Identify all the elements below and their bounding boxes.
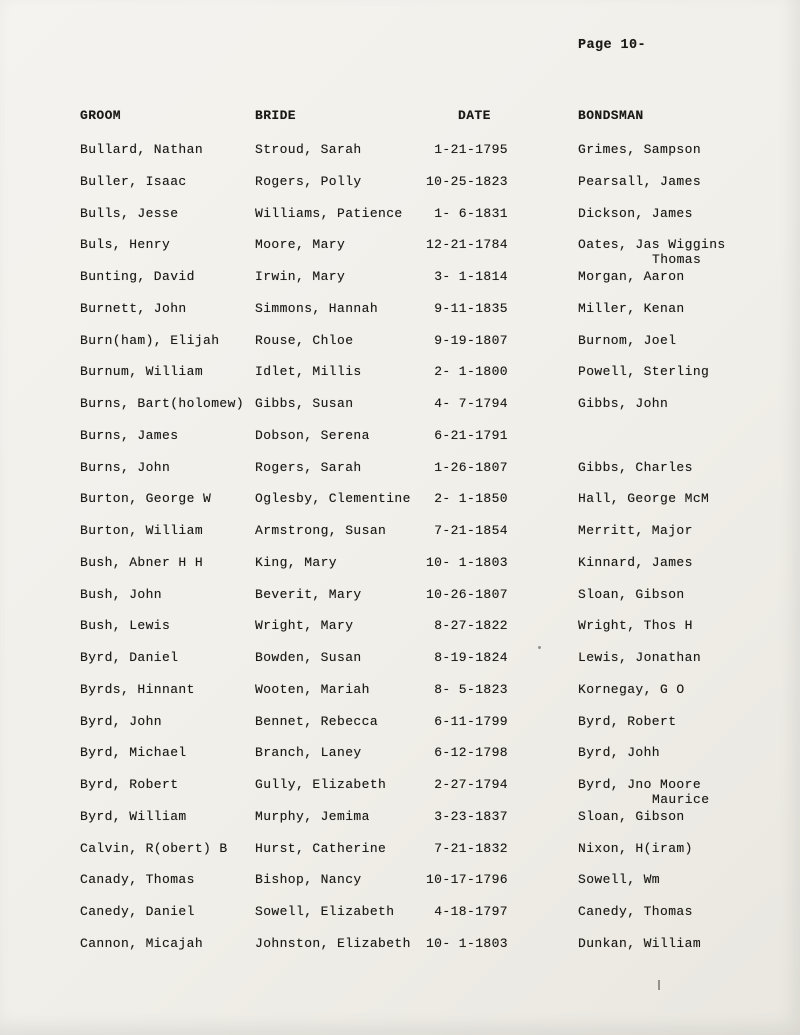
date-cell: 8-27-1822 xyxy=(434,618,508,634)
bride-cell: Bennet, Rebecca xyxy=(255,713,379,729)
bride-cell: Rogers, Sarah xyxy=(255,459,362,475)
groom-cell: Buls, Henry xyxy=(80,237,171,253)
bondsman-cell: Byrd, Robert xyxy=(578,713,677,729)
bride-cell: Branch, Laney xyxy=(255,745,362,761)
table-row xyxy=(0,587,800,619)
groom-cell: Byrd, John xyxy=(80,713,163,729)
bride-cell: Hurst, Catherine xyxy=(255,840,387,856)
date-cell: 2-27-1794 xyxy=(434,777,508,792)
date-cell: 6-12-1798 xyxy=(434,745,508,761)
bride-cell: Rogers, Polly xyxy=(255,173,362,189)
date-cell: 12-21-1784 xyxy=(425,237,508,253)
bondsman-cell: Burnom, Joel xyxy=(578,332,677,348)
date-cell: 4- 7-1794 xyxy=(434,396,508,411)
table-row xyxy=(0,174,800,206)
bride-cell: King, Mary xyxy=(255,554,338,570)
groom-cell: Byrd, William xyxy=(80,808,187,824)
bondsman-cell: Oates, Jas Wiggins xyxy=(578,237,726,253)
groom-cell: Cannon, Micajah xyxy=(80,935,204,951)
bondsman-cell: Gibbs, Charles xyxy=(578,459,693,475)
bondsman-cell: Dunkan, William xyxy=(578,935,702,951)
groom-cell: Calvin, R(obert) B xyxy=(80,840,228,856)
bride-cell: Wooten, Mariah xyxy=(255,681,370,697)
bondsman-cell: Canedy, Thomas xyxy=(578,904,693,919)
bride-cell: Rouse, Chloe xyxy=(255,332,354,348)
bride-cell: Stroud, Sarah xyxy=(255,142,362,157)
date-cell: 8-19-1824 xyxy=(434,650,508,665)
bride-cell: Moore, Mary xyxy=(255,237,346,253)
bondsman-cell: Kornegay, G O xyxy=(578,681,685,697)
groom-cell: Bullard, Nathan xyxy=(80,142,204,157)
bondsman-cell: Pearsall, James xyxy=(578,173,702,189)
groom-cell: Burns, James xyxy=(80,427,179,443)
bride-cell: Beverit, Mary xyxy=(255,586,362,602)
bondsman-cell: Sloan, Gibson xyxy=(578,808,685,824)
bride-cell: Bishop, Nancy xyxy=(255,872,362,888)
groom-cell: Burnum, William xyxy=(80,364,204,380)
groom-cell: Burns, John xyxy=(80,459,171,475)
groom-cell: Bush, John xyxy=(80,586,163,602)
bondsman-cell: Hall, George McM xyxy=(578,491,710,507)
bondsman-cell: Grimes, Sampson xyxy=(578,142,702,157)
bondsman-cell: Merritt, Major xyxy=(578,523,693,538)
bondsman-cell: Miller, Kenan xyxy=(578,300,685,316)
table-row xyxy=(0,841,800,873)
bride-cell: Idlet, Millis xyxy=(255,364,362,380)
bondsman-continuation-cell: Thomas xyxy=(652,252,702,268)
table-body xyxy=(0,142,800,968)
bondsman-cell: Wright, Thos H xyxy=(578,618,693,634)
groom-cell: Buller, Isaac xyxy=(80,173,187,189)
bondsman-cell: Morgan, Aaron xyxy=(578,269,685,284)
table-row xyxy=(0,301,800,333)
groom-cell: Bunting, David xyxy=(80,269,195,284)
table-row xyxy=(0,809,800,841)
groom-cell: Burton, George W xyxy=(80,491,212,507)
table-header-row xyxy=(0,108,800,140)
groom-cell: Bush, Abner H H xyxy=(80,554,204,570)
table-row xyxy=(0,237,800,269)
table-row xyxy=(0,396,800,428)
table-row xyxy=(0,714,800,746)
date-cell: 3- 1-1814 xyxy=(434,269,508,284)
date-cell: 6-21-1791 xyxy=(434,427,508,443)
date-cell: 10-17-1796 xyxy=(425,872,508,888)
page-number: Page 10- xyxy=(578,38,647,53)
table-row xyxy=(0,460,800,492)
groom-cell: Burn(ham), Elijah xyxy=(80,332,220,348)
table-row xyxy=(0,745,800,777)
date-cell: 9-19-1807 xyxy=(434,332,508,348)
table-row xyxy=(0,650,800,682)
date-cell: 1-26-1807 xyxy=(434,459,508,475)
date-cell: 10-26-1807 xyxy=(425,586,508,602)
table-row xyxy=(0,555,800,587)
bride-cell: Wright, Mary xyxy=(255,618,354,634)
scan-artifact-mark xyxy=(658,980,660,990)
bondsman-cell: Powell, Sterling xyxy=(578,364,710,380)
table-row xyxy=(0,428,800,460)
date-cell: 7-21-1854 xyxy=(434,523,508,538)
column-header-date: DATE xyxy=(458,108,491,123)
table-row xyxy=(0,142,800,174)
date-cell: 1-21-1795 xyxy=(434,142,508,157)
date-cell: 10- 1-1803 xyxy=(425,935,508,951)
bride-cell: Oglesby, Clementine xyxy=(255,491,411,507)
date-cell: 8- 5-1823 xyxy=(434,681,508,697)
column-header-groom: GROOM xyxy=(80,108,122,123)
table-row xyxy=(0,936,800,968)
table-row xyxy=(0,904,800,936)
bride-cell: Gibbs, Susan xyxy=(255,396,354,411)
date-cell: 7-21-1832 xyxy=(434,840,508,856)
groom-cell: Byrd, Michael xyxy=(80,745,187,761)
table-row xyxy=(0,206,800,238)
groom-cell: Canedy, Daniel xyxy=(80,904,195,919)
groom-cell: Bush, Lewis xyxy=(80,618,171,634)
date-cell: 9-11-1835 xyxy=(434,300,508,316)
bondsman-cell: Gibbs, John xyxy=(578,396,669,411)
date-cell: 4-18-1797 xyxy=(434,904,508,919)
bride-cell: Dobson, Serena xyxy=(255,427,370,443)
column-header-bondsman: BONDSMAN xyxy=(578,108,644,123)
bride-cell: Murphy, Jemima xyxy=(255,808,370,824)
table-row xyxy=(0,777,800,809)
date-cell: 1- 6-1831 xyxy=(434,205,508,221)
table-row xyxy=(0,682,800,714)
table-row xyxy=(0,872,800,904)
bondsman-cell: Kinnard, James xyxy=(578,554,693,570)
groom-cell: Byrd, Daniel xyxy=(80,650,179,665)
table-row xyxy=(0,523,800,555)
bondsman-cell: Byrd, Johh xyxy=(578,745,661,761)
bondsman-cell: Sowell, Wm xyxy=(578,872,661,888)
bride-cell: Johnston, Elizabeth xyxy=(255,935,411,951)
groom-cell: Bulls, Jesse xyxy=(80,205,179,221)
scan-artifact-dot xyxy=(538,646,541,649)
table-row xyxy=(0,333,800,365)
bondsman-cell: Dickson, James xyxy=(578,205,693,221)
groom-cell: Burns, Bart(holomew) xyxy=(80,396,245,411)
table-row xyxy=(0,364,800,396)
bride-cell: Irwin, Mary xyxy=(255,269,346,284)
table-row xyxy=(0,491,800,523)
groom-cell: Byrds, Hinnant xyxy=(80,681,195,697)
bride-cell: Gully, Elizabeth xyxy=(255,777,387,792)
table-row xyxy=(0,269,800,301)
groom-cell: Burton, William xyxy=(80,523,204,538)
date-cell: 3-23-1837 xyxy=(434,808,508,824)
date-cell: 10-25-1823 xyxy=(425,173,508,189)
bondsman-cell: Lewis, Jonathan xyxy=(578,650,702,665)
bride-cell: Bowden, Susan xyxy=(255,650,362,665)
bondsman-cell: Sloan, Gibson xyxy=(578,586,685,602)
bride-cell: Williams, Patience xyxy=(255,205,403,221)
table-row xyxy=(0,618,800,650)
bride-cell: Sowell, Elizabeth xyxy=(255,904,395,919)
groom-cell: Canady, Thomas xyxy=(80,872,195,888)
groom-cell: Burnett, John xyxy=(80,300,187,316)
date-cell: 10- 1-1803 xyxy=(425,554,508,570)
date-cell: 6-11-1799 xyxy=(434,713,508,729)
groom-cell: Byrd, Robert xyxy=(80,777,179,792)
column-header-bride: BRIDE xyxy=(255,108,297,123)
bride-cell: Armstrong, Susan xyxy=(255,523,387,538)
bride-cell: Simmons, Hannah xyxy=(255,300,379,316)
date-cell: 2- 1-1850 xyxy=(434,491,508,507)
bondsman-cell: Nixon, H(iram) xyxy=(578,840,693,856)
bondsman-continuation-cell: Maurice xyxy=(652,792,710,807)
bondsman-cell: Byrd, Jno Moore xyxy=(578,777,702,792)
date-cell: 2- 1-1800 xyxy=(434,364,508,380)
